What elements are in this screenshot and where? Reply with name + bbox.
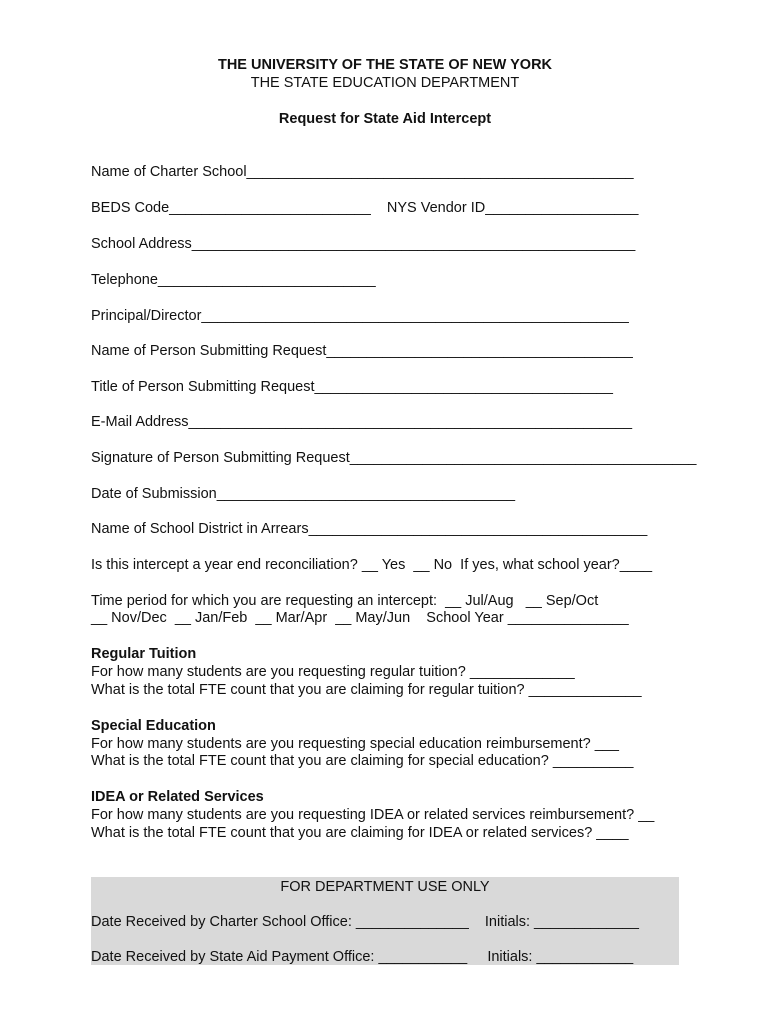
email-field[interactable]: E-Mail Address_______________________________________________________ bbox=[91, 414, 633, 430]
time-period-options[interactable]: __ Nov/Dec __ Jan/Feb __ Mar/Apr __ May/Jun School Year _______________ bbox=[91, 610, 629, 626]
department-use-title: FOR DEPARTMENT USE ONLY bbox=[280, 879, 490, 895]
regular-tuition-title: Regular Tuition bbox=[91, 646, 197, 662]
special-education-title: Special Education bbox=[91, 718, 216, 734]
regular-students-field[interactable]: For how many students are you requesting regular tuition? _____________ bbox=[91, 664, 575, 680]
date-submission-field[interactable]: Date of Submission_____________________________________ bbox=[91, 486, 516, 502]
university-heading: THE UNIVERSITY OF THE STATE OF NEW YORK bbox=[217, 57, 553, 73]
charter-school-field[interactable]: Name of Charter School________________________________________________ bbox=[91, 164, 634, 180]
principal-field[interactable]: Principal/Director_____________________________________________________ bbox=[91, 308, 629, 324]
district-arrears-field[interactable]: Name of School District in Arrears__________________________________________ bbox=[91, 521, 648, 537]
time-period-question[interactable]: Time period for which you are requesting an intercept: __ Jul/Aug __ Sep/Oct bbox=[91, 593, 599, 609]
regular-fte-field[interactable]: What is the total FTE count that you are claiming for regular tuition? ______________ bbox=[91, 682, 642, 698]
idea-title: IDEA or Related Services bbox=[91, 789, 264, 805]
special-students-field[interactable]: For how many students are you requesting special education reimbursement? ___ bbox=[91, 736, 619, 752]
department-heading: THE STATE EDUCATION DEPARTMENT bbox=[250, 75, 520, 91]
telephone-field[interactable]: Telephone___________________________ bbox=[91, 272, 376, 288]
charter-office-received-field[interactable]: Date Received by Charter School Office: ______________ Initials: _____________ bbox=[91, 914, 639, 930]
person-name-field[interactable]: Name of Person Submitting Request______________________________________ bbox=[91, 343, 633, 359]
year-end-question[interactable]: Is this intercept a year end reconciliation? __ Yes __ No If yes, what school year?____ bbox=[91, 557, 653, 573]
department-use-box bbox=[91, 877, 679, 965]
idea-students-field[interactable]: For how many students are you requesting IDEA or related services reimbursement? __ bbox=[91, 807, 655, 823]
state-aid-office-received-field[interactable]: Date Received by State Aid Payment Office: ___________ Initials: ____________ bbox=[91, 949, 634, 965]
special-fte-field[interactable]: What is the total FTE count that you are claiming for special education? __________ bbox=[91, 753, 634, 769]
person-title-field[interactable]: Title of Person Submitting Request_____________________________________ bbox=[91, 379, 613, 395]
idea-fte-field[interactable]: What is the total FTE count that you are claiming for IDEA or related services? ____ bbox=[91, 825, 629, 841]
school-address-field[interactable]: School Address_______________________________________________________ bbox=[91, 236, 636, 252]
signature-field[interactable]: Signature of Person Submitting Request___________________________________________ bbox=[91, 450, 697, 466]
beds-vendor-field[interactable]: BEDS Code_________________________ NYS Vendor ID___________________ bbox=[91, 200, 639, 216]
form-title: Request for State Aid Intercept bbox=[278, 111, 492, 127]
